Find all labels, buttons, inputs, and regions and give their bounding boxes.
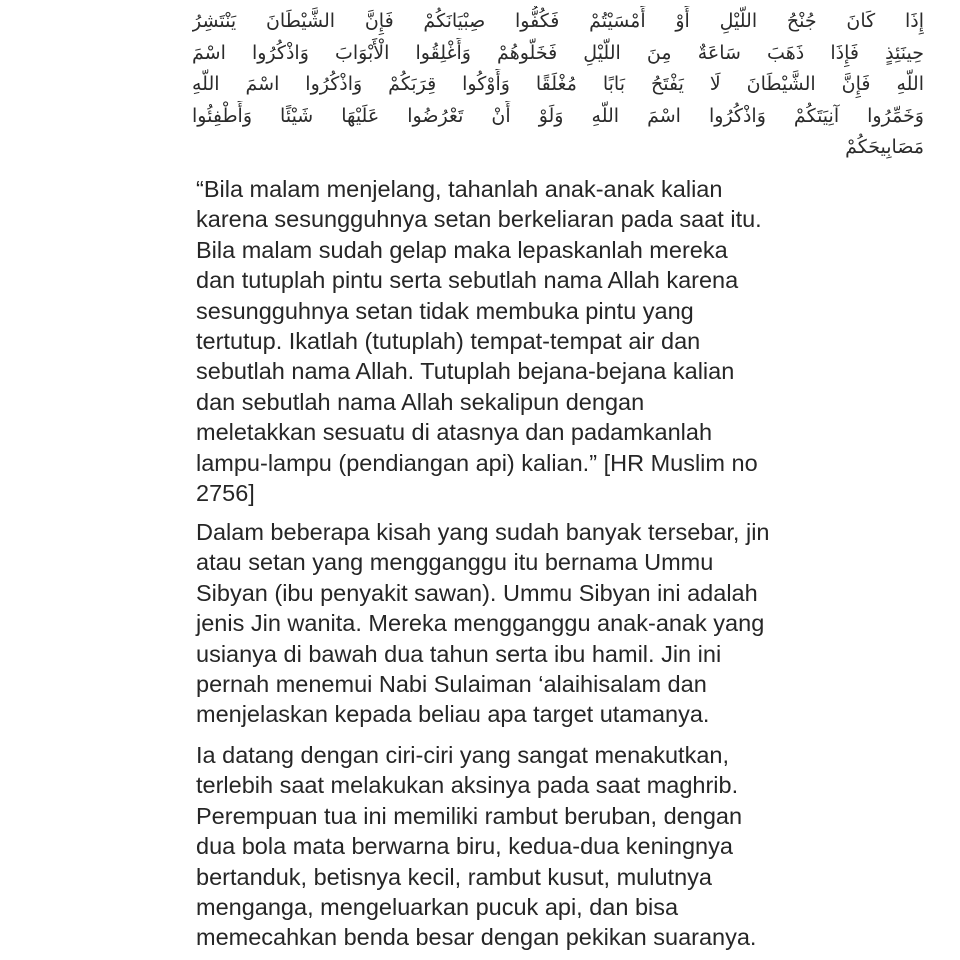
- paragraph-line: meletakkan sesuatu di atasnya dan padamkanlah: [196, 419, 713, 446]
- paragraph-line: 2756]: [196, 480, 255, 507]
- paragraph-line: dan tutuplah pintu serta sebutlah nama Allah karena: [196, 267, 739, 294]
- ummu-sibyan-paragraph: [196, 517, 776, 730]
- paragraph-line: “Bila malam menjelang, tahanlah anak-anak kalian: [196, 176, 723, 202]
- ciri-ciri-paragraph: [196, 740, 776, 953]
- paragraph-line: jenis Jin wanita. Mereka mengganggu anak-anak yang: [196, 610, 765, 637]
- paragraph-line: pernah menemui Nabi Sulaiman ‘alaihisalam dan: [196, 671, 707, 698]
- arabic-line: وَخَمِّرُوا آنِيَتَكُمْ وَاذْكُرُوا اسْمَ اللَّهِ وَلَوْ أَنْ تَعْرُضُوا عَلَيْهَا شَيْئًا وَأَطْفِئُوا: [192, 104, 924, 127]
- arabic-line: مَصَابِيحَكُمْ: [845, 136, 924, 158]
- paragraph-line: atau setan yang mengganggu itu bernama Ummu: [196, 549, 714, 576]
- arabic-line: اللَّهِ فَإِنَّ الشَّيْطَانَ لَا يَفْتَحُ بَابًا مُغْلَقًا وَأَوْكُوا قِرَبَكُمْ وَاذْكُرُوا اسْمَ اللَّهِ: [192, 73, 924, 95]
- arabic-line: حِينَئِذٍ فَإِذَا ذَهَبَ سَاعَةٌ مِنَ اللَّيْلِ فَخَلُّوهُمْ وَأَغْلِقُوا الْأَبْوَابَ وَاذْكُرُوا اسْمَ: [192, 41, 924, 64]
- paragraph-line: dan sebutlah nama Allah sekalipun dengan: [196, 388, 645, 415]
- paragraph-line: dua bola mata berwarna biru, kedua-dua keningnya: [196, 833, 733, 860]
- paragraph-line: menjelaskan kepada beliau apa target utamanya.: [196, 701, 710, 728]
- hadith-translation-paragraph: [196, 174, 776, 508]
- paragraph-line: sebutlah nama Allah. Tutuplah bejana-bejana kalian: [196, 358, 735, 385]
- paragraph-line: menganga, mengeluarkan pucuk api, dan bisa: [196, 894, 679, 921]
- paragraph-line: Bila malam sudah gelap maka lepaskanlah mereka: [196, 236, 728, 263]
- arabic-hadith-text: [192, 6, 924, 164]
- paragraph-line: lampu-lampu (pendiangan api) kalian.” [HR Muslim no: [196, 449, 758, 476]
- paragraph-line: Ia datang dengan ciri-ciri yang sangat menakutkan,: [196, 742, 729, 768]
- paragraph-line: tertutup. Ikatlah (tutuplah) tempat-tempat air dan: [196, 328, 701, 355]
- paragraph-line: Sibyan (ibu penyakit sawan). Ummu Sibyan ini adalah: [196, 579, 758, 606]
- paragraph-line: memecahkan benda besar dengan pekikan suaranya.: [196, 924, 757, 951]
- arabic-line: إِذَا كَانَ جُنْحُ اللَّيْلِ أَوْ أَمْسَيْتُمْ فَكُفُّوا صِبْيَانَكُمْ فَإِنَّ الشَّيْطَانَ يَنْتَشِرُ: [192, 10, 924, 32]
- paragraph-line: sesungguhnya setan tidak membuka pintu yang: [196, 297, 694, 324]
- paragraph-line: bertanduk, betisnya kecil, rambut kusut, mulutnya: [196, 863, 712, 890]
- paragraph-line: Perempuan tua ini memiliki rambut beruban, dengan: [196, 802, 743, 829]
- paragraph-line: karena sesungguhnya setan berkeliaran pada saat itu.: [196, 206, 762, 233]
- paragraph-line: usianya di bawah dua tahun serta ibu hamil. Jin ini: [196, 640, 722, 667]
- paragraph-line: terlebih saat melakukan aksinya pada saat maghrib.: [196, 772, 739, 799]
- paragraph-line: Dalam beberapa kisah yang sudah banyak tersebar, jin: [196, 519, 770, 545]
